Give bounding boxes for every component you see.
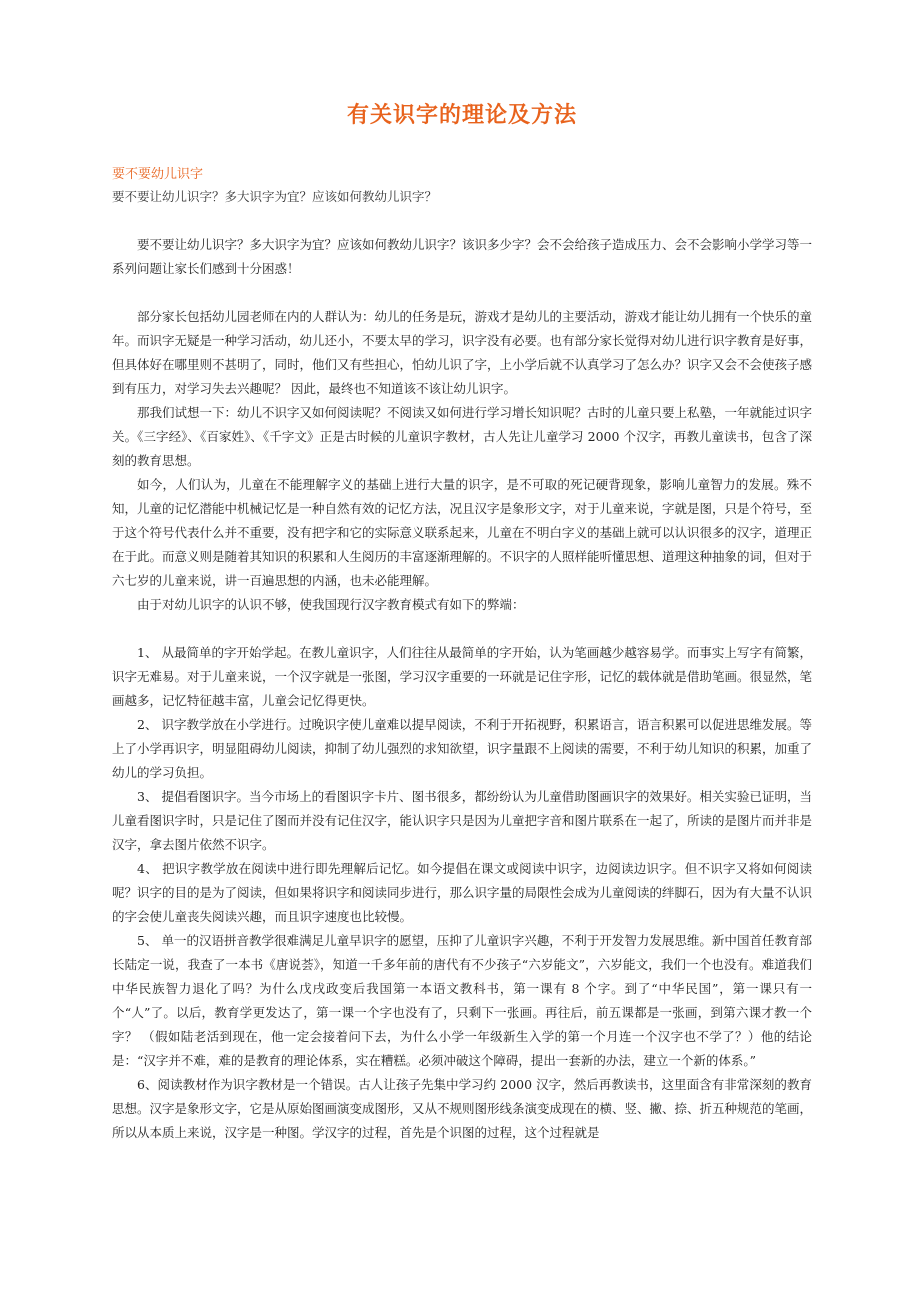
- paragraph: 如今，人们认为，儿童在不能理解字义的基础上进行大量的识字，是不可取的死记硬背现象，影响儿童智力的发展。殊不知，儿童的记忆潜能中机械记忆是一种自然有效的记忆方法，况且汉字是象形文字，对于儿童来说，字就是图，只是个符号，至于这个符号代表什么并不重要，没有把字和它的实际意义联系起来，儿童在不明白字义的基础上就可以认识很多的汉字，道理正在于此。而意义则是随着其知识的积累和人生阅历的丰富逐渐理解的。不识字的人照样能听懂思想、道理这种抽象的词，但对于六七岁的儿童来说，讲一百遍思想的内涵，也未必能理解。: [112, 477, 813, 588]
- paragraph: 那我们试想一下：幼儿不识字又如何阅读呢？不阅读又如何进行学习增长知识呢？古时的儿童只要上私塾，一年就能过识字关。《三字经》、《百家姓》、《千字文》正是古时候的儿童识字教材，古人先让儿童学习 2000 个汉字，再教儿童读书，包含了深刻的教育思想。: [112, 405, 813, 468]
- paragraph: 由于对幼儿识字的认识不够，使我国现行汉字教育模式有如下的弊端：: [137, 597, 525, 612]
- list-item: 5、 单一的汉语拼音教学很难满足儿童早识字的愿望，压抑了儿童识字兴趣，不利于开发智力发展思维。新中国首任教育部长陆定一说，我查了一本书《唐说荟》，知道一千多年前的唐代有不少孩子“六岁能文”，六岁能文，我们一个也没有。难道我们中华民族智力退化了吗？为什么戊戌政变后我国第一本语文教科书，第一课有 8 个字。到了“中华民国”，第一课只有一个“人”了。以后，教育学更发达了，第一课一个字也没有了，只剩下一张画。再往后，前五课都是一张画，到第六课才教一个字？ （假如陆老活到现在，他一定会接着问下去，为什么小学一年级新生入学的第一个月连一个汉字也不学了？）他的结论是：“汉字并不难，难的是教育的理论体系，实在糟糕。必须冲破这个障碍，提出一套新的办法，建立一个新的体系。”: [112, 933, 812, 1068]
- document-title: 有关识字的理论及方法: [346, 103, 577, 128]
- intro-question: 要不要让幼儿识字？多大识字为宜？应该如何教幼儿识字？: [112, 189, 438, 204]
- paragraph: 部分家长包括幼儿园老师在内的人群认为：幼儿的任务是玩，游戏才是幼儿的主要活动，游戏才能让幼儿拥有一个快乐的童年。而识字无疑是一种学习活动，幼儿还小，不要太早的学习，识字没有必要。也有部分家长觉得对幼儿进行识字教育是好事，但具体好在哪里则不甚明了，同时，他们又有些担心，怕幼儿识了字，上小学后就不认真学习了怎么办？识字又会不会使孩子感到有压力，对学习失去兴趣呢？ 因此，最终也不知道该不该让幼儿识字。: [112, 309, 813, 396]
- paragraph: 要不要让幼儿识字？多大识字为宜？应该如何教幼儿识字？该识多少字？会不会给孩子造成压力、会不会影响小学学习等一系列问题让家长们感到十分困惑！: [112, 237, 813, 276]
- document-body: [112, 233, 812, 1145]
- list-item: 3、 提倡看图识字。当今市场上的看图识字卡片、图书很多，都纷纷认为儿童借助图画识字的效果好。相关实验已证明，当儿童看图识字时，只是记住了图而并没有记住汉字，能认识字只是因为儿童把字音和图片联系在一起了，所读的是图片而并非是汉字，拿去图片依然不识字。: [112, 789, 813, 852]
- list-item: 4、 把识字教学放在阅读中进行即先理解后记忆。如今提倡在课文或阅读中识字，边阅读边识字。但不识字又将如何阅读呢？识字的目的是为了阅读，但如果将识字和阅读同步进行，那么识字量的局限性会成为儿童阅读的绊脚石，因为有大量不认识的字会使儿童丧失阅读兴趣，而且识字速度也比较慢。: [112, 861, 813, 924]
- list-item: 1、 从最简单的字开始学起。在教儿童识字，人们往往从最简单的字开始，认为笔画越少越容易学。而事实上写字有简繁，识字无难易。对于儿童来说，一个汉字就是一张图，学习汉字重要的一环就是记住字形，记忆的载体就是借助笔画。很显然，笔画越多，记忆特征越丰富，儿童会记忆得更快。: [112, 645, 813, 708]
- list-item: 6、阅读教材作为识字教材是一个错误。古人让孩子先集中学习约 2000 汉字，然后再教读书，这里面含有非常深刻的教育思想。汉字是象形文字，它是从原始图画演变成图形，又从不规则图形线条演变成现在的横、竖、撇、捺、折五种规范的笔画，所以从本质上来说，汉字是一种图。学汉字的过程，首先是个识图的过程，这个过程就是: [112, 1077, 813, 1140]
- section-heading: 要不要幼儿识字: [112, 167, 204, 182]
- list-item: 2、 识字教学放在小学进行。过晚识字使儿童难以提早阅读，不利于开拓视野，积累语言，语言积累可以促进思维发展。等上了小学再识字，明显阻碍幼儿阅读，抑制了幼儿强烈的求知欲望，识字量跟不上阅读的需要，不利于幼儿知识的积累，加重了幼儿的学习负担。: [112, 717, 813, 780]
